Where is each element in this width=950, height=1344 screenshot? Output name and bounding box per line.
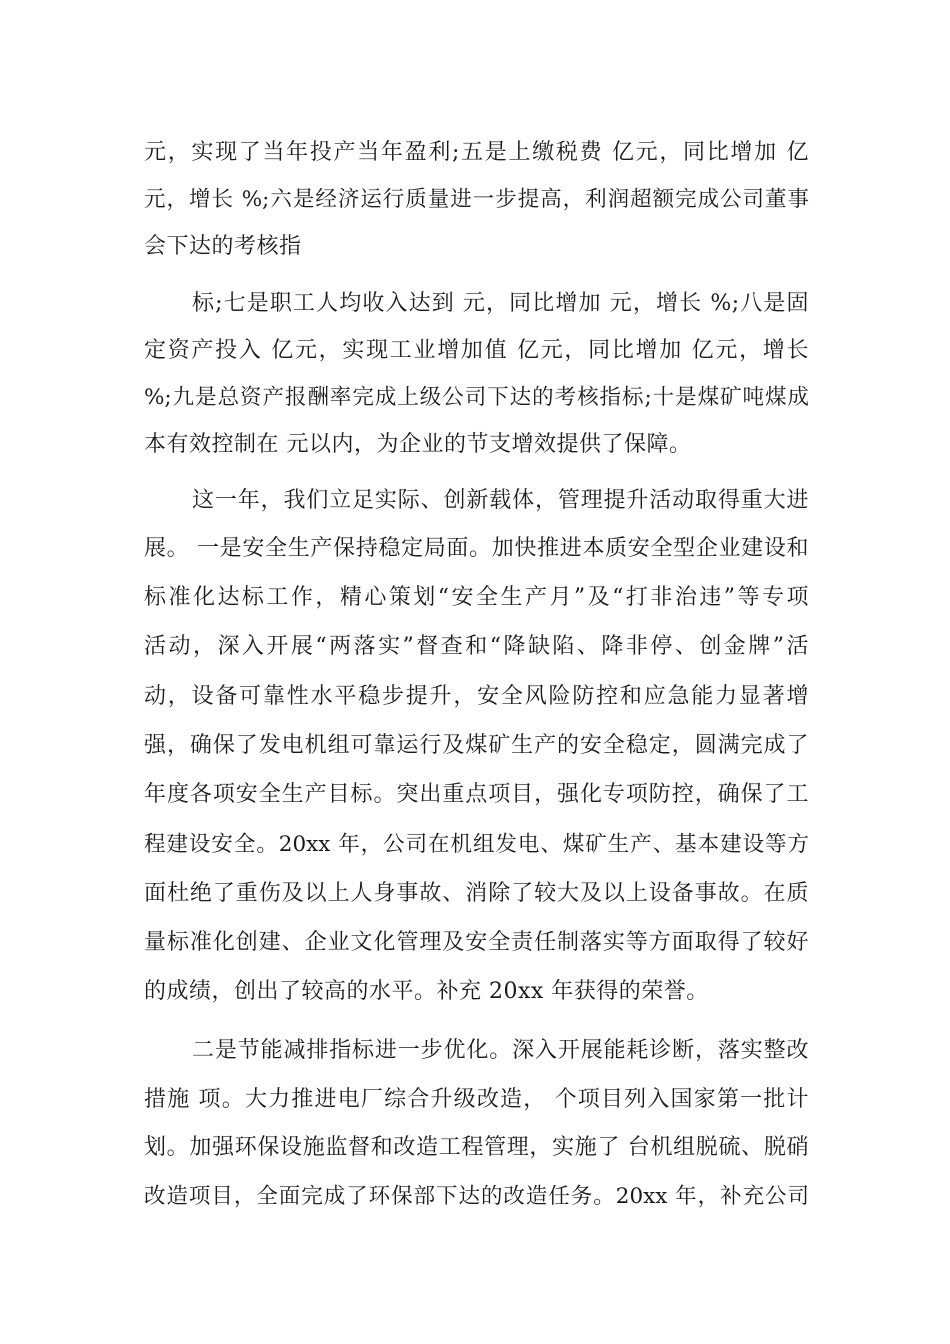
text-line: 标准化达标工作，精心策划“安全生产月”及“打非治违”等专项 [144,585,809,610]
text-line: 程建设安全。20xx 年，公司在机组发电、煤矿生产、基本建设等方 [144,832,809,857]
text-line: %;九是总资产报酬率完成上级公司下达的考核指标;十是煤矿吨煤成 [144,385,809,410]
text-line: 二是节能减排指标进一步优化。深入开展能耗诊断，落实整改 [192,1038,809,1063]
text-line: 这一年，我们立足实际、创新载体，管理提升活动取得重大进 [192,488,809,513]
text-line: 本有效控制在 元以内，为企业的节支增效提供了保障。 [144,432,692,457]
text-line: 元，增长 %;六是经济运行质量进一步提高，利润超额完成公司董事 [144,187,809,212]
text-line: 的成绩，创出了较高的水平。补充 20xx 年获得的荣誉。 [144,979,709,1004]
text-line: 动，设备可靠性水平稳步提升，安全风险防控和应急能力显著增 [144,684,809,709]
text-line: 强，确保了发电机组可靠运行及煤矿生产的安全稳定，圆满完成了 [144,733,809,758]
text-line: 定资产投入 亿元，实现工业增加值 亿元，同比增加 亿元，增长 [144,338,809,363]
text-line: 展。 一是安全生产保持稳定局面。加快推进本质安全型企业建设和 [144,536,809,561]
text-line: 年度各项安全生产目标。突出重点项目，强化专项防控，确保了工 [144,782,809,807]
text-line: 标;七是职工人均收入达到 元，同比增加 元，增长 %;八是固 [192,291,809,316]
text-line: 活动，深入开展“两落实”督查和“降缺陷、降非停、创金牌”活 [144,634,809,659]
text-line: 划。加强环保设施监督和改造工程管理，实施了 台机组脱硫、脱硝 [144,1135,809,1160]
text-line: 改造项目，全面完成了环保部下达的改造任务。20xx 年，补充公司 [144,1184,809,1209]
text-line: 量标准化创建、企业文化管理及安全责任制落实等方面取得了较好 [144,930,809,955]
text-line: 措施 项。大力推进电厂综合升级改造， 个项目列入国家第一批计 [144,1087,809,1112]
text-line: 会下达的考核指 [144,234,302,259]
text-line: 元，实现了当年投产当年盈利;五是上缴税费 亿元，同比增加 亿 [144,140,809,165]
text-line: 面杜绝了重伤及以上人身事故、消除了较大及以上设备事故。在质 [144,881,809,906]
